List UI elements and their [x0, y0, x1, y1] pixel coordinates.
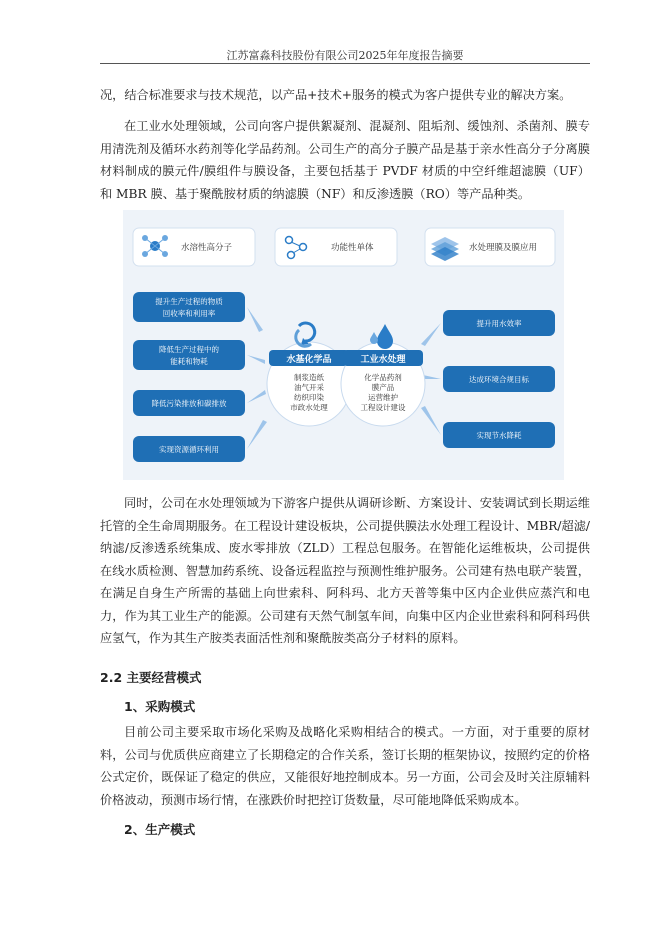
left-item-2-line-1: 降低生产过程中的	[159, 345, 219, 354]
top-card-3	[425, 228, 555, 266]
right-item-3-label: 实现节水降耗	[476, 431, 522, 440]
subheading-procurement: 1、采购模式	[124, 699, 196, 714]
page-header: 江苏富淼科技股份有限公司2025年年度报告摘要	[226, 49, 464, 62]
top-card-3-label: 水处理膜及膜应用	[469, 243, 538, 253]
right-item-2	[443, 366, 555, 392]
center-left-line-3: 纺织印染	[294, 393, 324, 402]
center-left-group	[267, 323, 351, 426]
left-item-4-label: 实现资源循环利用	[159, 445, 219, 454]
right-item-2-label: 达成环境合规目标	[469, 375, 529, 384]
left-item-1-line-2: 回收率和利用率	[162, 309, 216, 318]
paragraph-intro-continued: 况，结合标准要求与技术规范，以产品+技术+服务的模式为客户提供专业的解决方案。	[100, 88, 572, 102]
top-card-1	[133, 228, 255, 266]
center-left-line-4: 市政水处理	[290, 403, 328, 412]
left-item-4	[133, 436, 245, 462]
center-left-line-1: 制浆造纸	[294, 373, 324, 382]
business-diagram	[123, 210, 564, 480]
right-item-3	[443, 422, 555, 448]
right-item-1-label: 提升用水效率	[476, 319, 522, 328]
center-right-title: 工业水处理	[360, 355, 406, 365]
center-right-line-1: 化学品药剂	[364, 373, 402, 382]
center-right-line-2: 膜产品	[371, 383, 395, 392]
paragraph-industrial-water: 在工业水处理领域，公司向客户提供絮凝剂、混凝剂、阻垢剂、缓蚀剂、杀菌剂、膜专用清洗剂及循环水药剂等化学品药剂。公司生产的高分子膜产品是基于亲水性高分子分离膜材料制成的膜元件/膜组件与膜设备，主要包括基于 PVDF 材质的中空纤维超滤膜（UF）和 MBR 膜、基于聚酰胺材质的纳滤膜（NF）和反渗透膜（RO）等产品种类。	[100, 119, 590, 201]
top-card-2	[275, 228, 397, 266]
right-item-1	[443, 310, 555, 336]
left-item-1-line-1: 提升生产过程的物质	[155, 297, 223, 306]
left-item-3	[133, 390, 245, 416]
paragraph-procurement: 目前公司主要采取市场化采购及战略化采购相结合的模式。一方面，对于重要的原材料，公司与优质供应商建立了长期稳定的合作关系，签订长期的框架协议，按照约定的价格公式定价，既保证了稳定的供应，又能很好地控制成本。另一方面，公司会及时关注原辅料价格波动，预测市场行情，在涨跌价时把控订货数量，尽可能地降低采购成本。	[100, 725, 590, 807]
left-item-2	[133, 340, 245, 370]
left-item-2-line-2: 能耗和物耗	[170, 357, 208, 366]
center-left-title: 水基化学品	[286, 355, 332, 365]
subheading-production: 2、生产模式	[124, 822, 196, 837]
left-item-3-label: 降低污染排放和碳排放	[151, 399, 227, 408]
top-card-2-label: 功能性单体	[331, 243, 374, 253]
center-right-group	[341, 324, 425, 426]
center-left-line-2: 油气开采	[294, 383, 324, 392]
center-right-line-3: 运营维护	[368, 393, 398, 402]
left-item-1	[133, 292, 245, 322]
center-right-line-4: 工程设计建设	[360, 403, 406, 412]
top-card-1-label: 水溶性高分子	[181, 243, 233, 253]
paragraph-full-lifecycle: 同时，公司在水处理领域为下游客户提供从调研诊断、方案设计、安装调试到长期运维托管的全生命周期服务。在工程设计建设板块，公司提供膜法水处理工程设计、MBR/超滤/纳滤/反渗透系统集成、废水零排放（ZLD）工程总包服务。在智能化运维板块，公司提供在线水质检测、智慧加药系统、设备远程监控与预测性维护服务。公司建有热电联产装置，在满足自身生产所需的基础上向世索科、阿科玛、北方天普等集中区内企业供应蒸汽和电力，作为其工业生产的能源。公司建有天然气制氢车间，向集中区内企业世索科和阿科玛供应氢气，作为其生产胺类表面活性剂和聚酰胺类高分子材料的原料。	[100, 496, 590, 645]
section-heading: 2.2 主要经营模式	[100, 670, 202, 685]
header-divider	[100, 63, 590, 64]
